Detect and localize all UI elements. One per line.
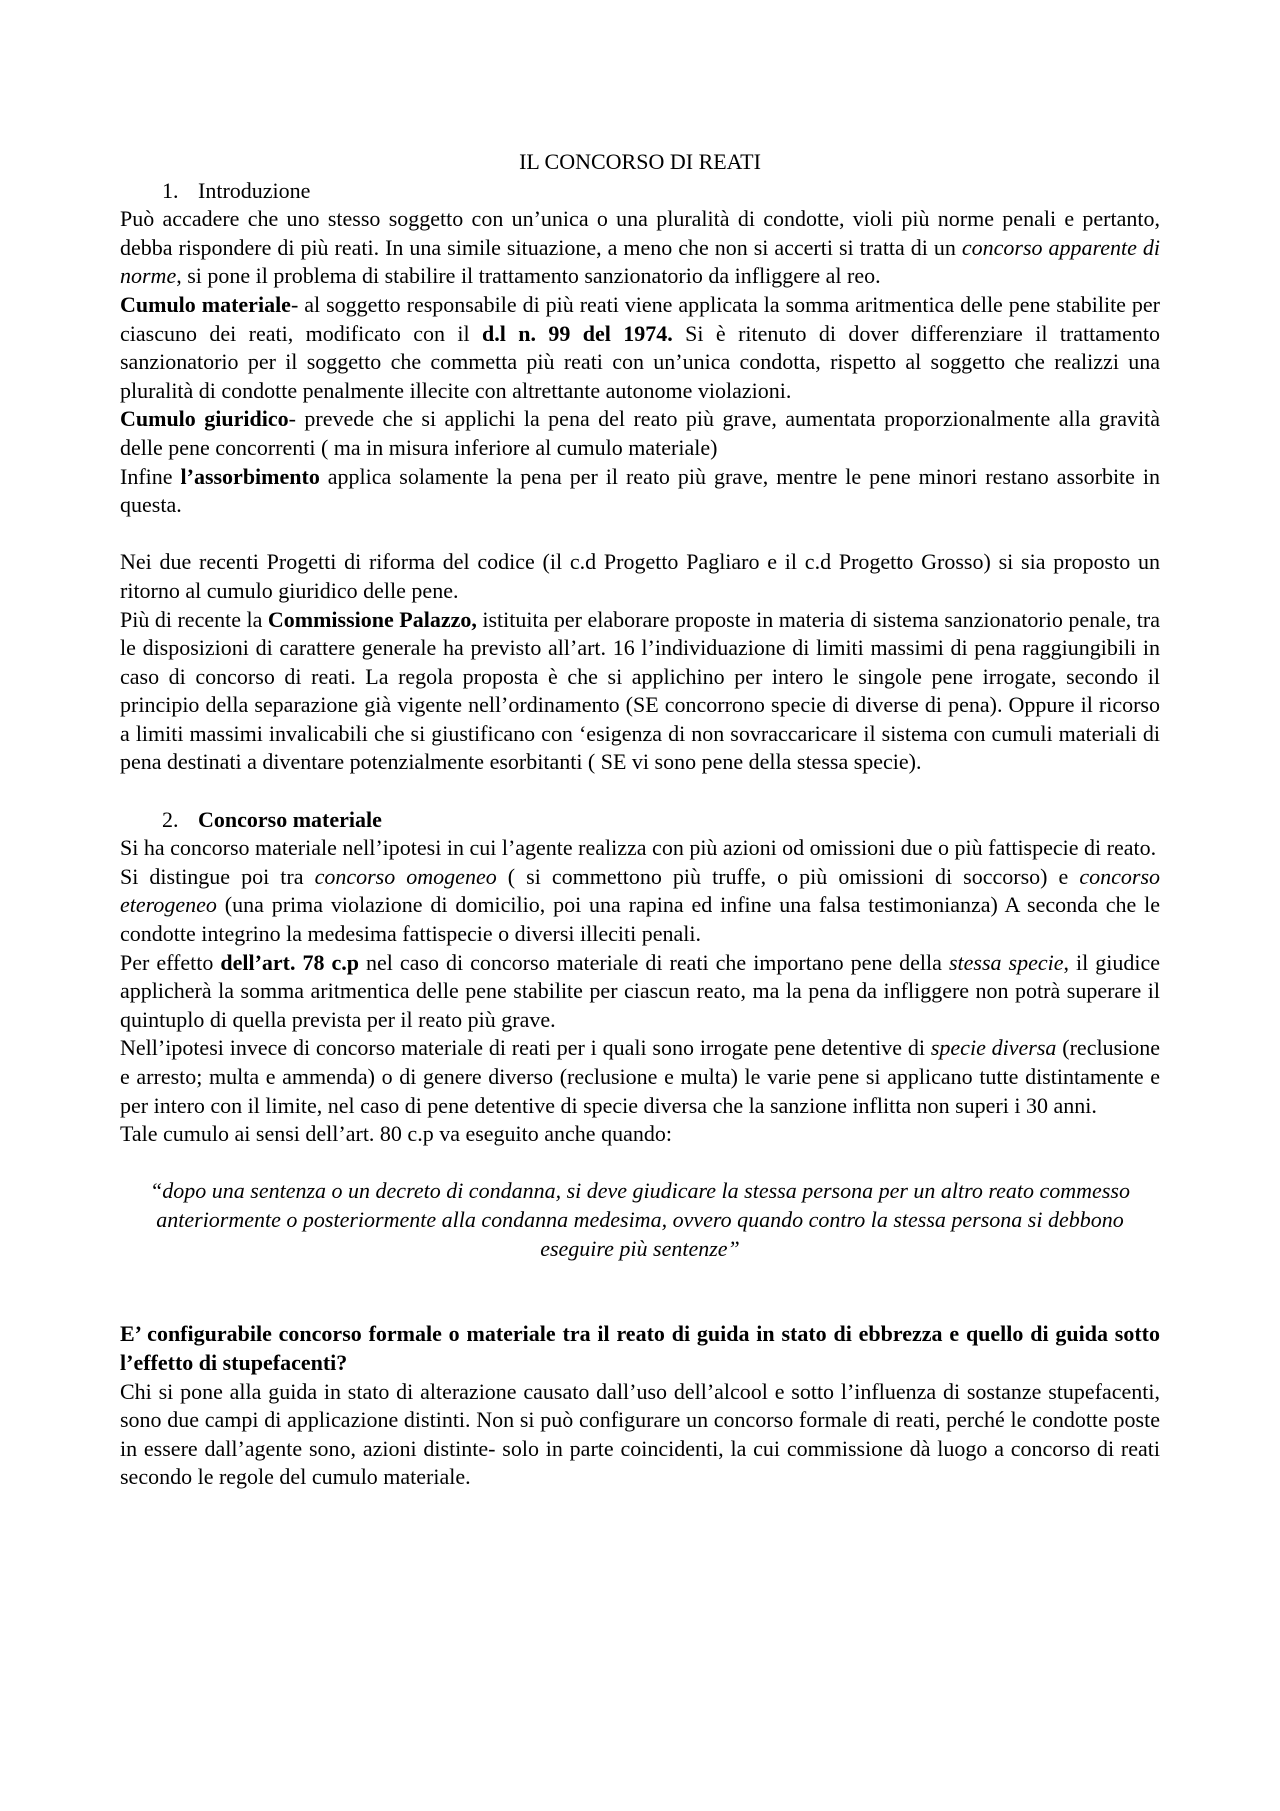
text-run: Può accadere che uno stesso soggetto con un’unica o una pluralità di condotte, violi più norme penali e pertanto, debba rispondere di più reati. In una simile situazione, a meno che non si accerti si tratta di un (120, 206, 1160, 260)
blank-line (120, 1263, 1160, 1292)
section-title: Introduzione (198, 177, 311, 203)
bold-term: Cumulo materiale (120, 291, 291, 317)
paragraph-definizione: Si ha concorso materiale nell’ipotesi in cui l’agente realizza con più azioni od omissioni due o più fattispecie di reato. (120, 835, 1157, 861)
paragraph-specie-diversa (120, 1034, 1160, 1120)
text-run: ( si commettono più truffe, o più omissioni di soccorso) e (496, 863, 1080, 889)
bold-reference: d.l n. 99 del 1974. (482, 320, 673, 346)
text-run: Si distingue poi tra (120, 863, 315, 889)
paragraph-cumulo-giuridico (120, 405, 1160, 462)
paragraph-assorbimento (120, 463, 1160, 520)
paragraph-progetti-riforma: Nei due recenti Progetti di riforma del codice (il c.d Progetto Pagliaro e il c.d Progetto Grosso) si sia proposto un ritorno al cumulo giuridico delle pene. (120, 549, 1160, 603)
paragraph-answer: Chi si pone alla guida in stato di alterazione causato dall’uso dell’alcool e sotto l’influenza di sostanze stupefacenti, sono due campi di applicazione distinti. Non si può configurare un concorso formale di reati, perché le condotte poste in essere dall’agente sono, azioni distinte- solo in parte coincidenti, la cui commissione dà luogo a concorso di reati secondo le regole del cumulo materiale. (120, 1378, 1160, 1490)
blank-line (120, 1292, 1160, 1321)
blank-line (120, 520, 1160, 549)
text-run: Infine (120, 463, 181, 489)
text-run: Nell’ipotesi invece di concorso materiale di reati per i quali sono irrogate pene detentive di (120, 1035, 931, 1061)
text-run: (reclusione e arresto; multa e ammenda) o di genere diverso (reclusione e multa) le varie pene si applicano tutte distintamente e per intero con il limite, nel caso di pene detentive di specie diversa che la sanzione inflitta non superi i 30 anni. (120, 1035, 1161, 1118)
section-number: 2. (162, 806, 179, 832)
text-run: - al soggetto responsabile di più reati viene applicata la somma aritmentica delle pene stabilite per ciascuno dei reati, modificato con il (120, 291, 1161, 346)
text-run: - prevede che si applichi la pena del reato più grave, aumentata proporzionalmente alla gravità delle pene concorrenti ( ma in misura inferiore al cumulo materiale) (120, 406, 1161, 460)
italic-term: concorso omogeneo (314, 863, 497, 889)
bold-term: l’assorbimento (180, 463, 320, 489)
paragraph-art-78 (120, 949, 1160, 1035)
paragraph-art-80: Tale cumulo ai sensi dell’art. 80 c.p va eseguito anche quando: (120, 1121, 672, 1147)
text-run: (una prima violazione di domicilio, poi una rapina ed infine una falsa testimonianza) A seconda che le condotte integrino la medesima fattispecie o diversi illeciti penali. (120, 892, 1160, 947)
text-run: , si pone il problema di stabilire il trattamento sanzionatorio da infliggere al reo. (176, 263, 881, 289)
section-title: Concorso materiale (198, 806, 382, 832)
italic-term: concorso eterogeneo (120, 863, 1161, 918)
bold-question: E’ configurabile concorso formale o materiale tra il reato di guida in stato di ebbrezza e quello di guida sotto l’effetto di stupefacenti? (120, 1321, 1160, 1375)
document-body (120, 148, 1160, 1492)
text-run: Più di recente la (120, 606, 268, 632)
paragraph-commissione-palazzo (120, 606, 1160, 778)
text-run: applica solamente la pena per il reato più grave, mentre le pene minori restano assorbite in questa. (120, 463, 1160, 518)
question-heading (120, 1320, 1160, 1377)
blank-line (120, 1149, 1160, 1178)
text-run: nel caso di concorso materiale di reati che importano pene della (359, 949, 949, 975)
text-run: istituita per elaborare proposte in materia di sistema sanzionatorio penale, tra le disposizioni di carattere generale ha previsto all’art. 16 l’individuazione di limiti massimi di pena raggiungibili in caso di concorso di reati. La regola proposta è che si applichino per intero le singole pene irrogate, secondo il principio della separazione già vigente nell’ordinamento (SE concorrono specie di diverse di pena). Oppure il ricorso a limiti massimi invalicabili che si giustificano con ‘esigenza di non sovraccaricare il sistema con cumuli materiali di pena destinati a diventare potenzialmente esorbitanti ( SE vi sono pene della stessa specie). (120, 606, 1160, 775)
italic-term: specie diversa (930, 1035, 1057, 1061)
section-number: 1. (162, 177, 179, 203)
document-title: IL CONCORSO DI REATI (519, 149, 761, 174)
text-run: Per effetto (120, 949, 221, 975)
section-heading-concorso-materiale (120, 806, 1160, 835)
paragraph-omogeneo-eterogeneo (120, 863, 1160, 949)
paragraph-intro (120, 205, 1160, 291)
quotation-art-80: “dopo una sentenza o un decreto di condanna, si deve giudicare la stessa persona per un altro reato commesso anteriormente o posteriormente alla condanna medesima, ovvero quando contro la stessa persona si debbono eseguire più sentenze” (150, 1178, 1130, 1261)
bold-term: Cumulo giuridico (120, 406, 289, 432)
text-run: Si è ritenuto di dover differenziare il trattamento sanzionatorio per il soggetto che commetta più reati con un’unica condotta, rispetto al soggetto che realizzi una pluralità di condotte penalmente illecite con altrettante autonome violazioni. (120, 320, 1160, 403)
bold-reference: dell’art. 78 c.p (220, 949, 360, 975)
paragraph-cumulo-materiale (120, 291, 1160, 405)
section-heading-introduzione (120, 177, 1160, 206)
italic-term: concorso apparente di norme (120, 234, 1160, 289)
text-run: , il giudice applicherà la somma aritmentica delle pene stabilite per ciascun reato, ma la pena da infliggere non potrà superare il quintuplo di quella prevista per il reato più grave. (120, 949, 1160, 1032)
italic-term: stessa specie (948, 949, 1064, 975)
bold-term: Commissione Palazzo, (267, 606, 477, 632)
blank-line (120, 777, 1160, 806)
